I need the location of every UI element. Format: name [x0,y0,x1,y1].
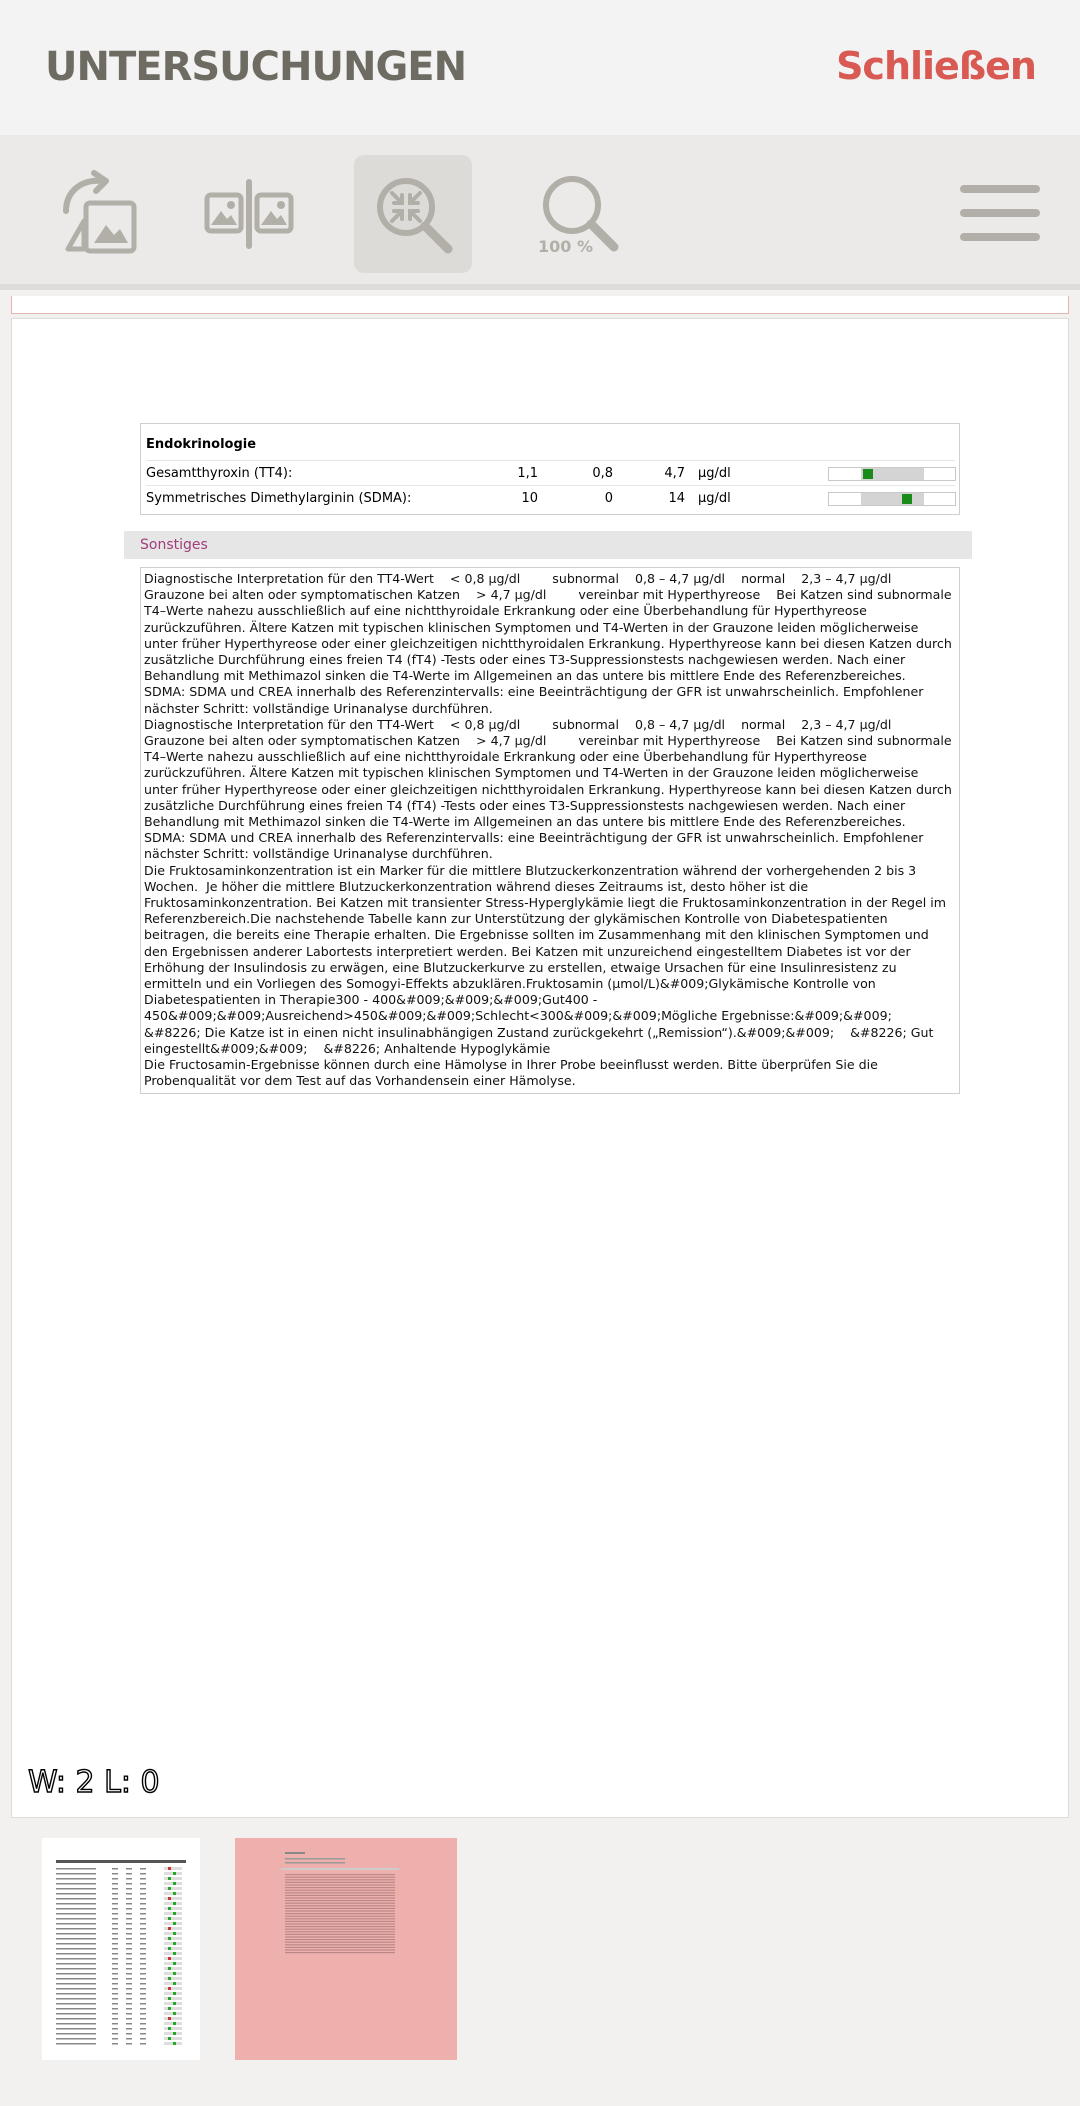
reference-low: 0 [604,491,613,506]
reference-high: 4,7 [664,466,685,481]
menu-button[interactable] [960,185,1040,241]
result-marker [902,494,912,504]
rotate-icon [54,169,144,259]
document-viewer[interactable] [11,318,1069,1818]
test-value: 1,1 [517,466,538,481]
reference-range [861,493,924,505]
header [0,0,1080,135]
bottom-bar [0,2060,1080,2106]
previous-page-edge [11,296,1069,314]
hamburger-menu-icon [960,185,1040,193]
zoom-100-button[interactable] [520,155,638,273]
reference-low: 0,8 [592,466,613,481]
close-button[interactable]: Schließen [836,44,1036,88]
page-title: UNTERSUCHUNGEN [45,44,467,90]
zoom-100-label: 100 % [538,237,593,256]
sonstiges-text: Diagnostische Interpretation für den TT4-Wert < 0,8 µg/dl subnormal 0,8 – 4,7 µg/dl normal 2,3 – 4,7 µg/dl Grauzone bei alten oder symptomatischen Katzen > 4,7 µg/dl vereinbar mit Hyperthyreose Bei Katzen sind subnormale T4–Werte nahezu ausschließlich auf eine nichtthyroidale Erkrankung oder eine Überbehandlung für Hyperthyreose zurückzuführen. Ältere Katzen mit typischen klinischen Symptomen und T4-Werten in der Grauzone leiden möglicherweise unter früher Hyperthyreose oder einer gleichzeitigen nichtthyroidalen Erkrankung. Hyperthyreose kann bei diesen Katzen durch zusätzliche Durchführung eines freien T4 (fT4) -Tests oder eines T3-Suppressionstests nachgewiesen werden. Nach einer Behandlung mit Methimazol sinken die T4-Werte im Allgemeinen an das untere bis mittlere Ende des Referenzbereiches. SDMA: SDMA und CREA innerhalb des Referenzintervalls: eine Beeinträchtigung der GFR ist unwahrscheinlich. Empfohlener nächster Schritt: vollständige Urinanalyse durchführen. Diagnostische Interpretation für den TT4-Wert < 0,8 µg/dl subnormal 0,8 – 4,7 µg/dl normal 2,3 – 4,7 µg/dl Grauzone bei alten oder symptomatischen Katzen > 4,7 µg/dl vereinbar mit Hyperthyreose Bei Katzen sind subnormale T4–Werte nahezu ausschließlich auf eine nichtthyroidale Erkrankung oder eine Überbehandlung für Hyperthyreose zurückzuführen. Ältere Katzen mit typischen klinischen Symptomen und T4-Werten in der Grauzone leiden möglicherweise unter früher Hyperthyreose oder einer gleichzeitigen nichtthyroidalen Erkrankung. Hyperthyreose kann bei diesen Katzen durch zusätzliche Durchführung eines freien T4 (fT4) -Tests oder eines T3-Suppressionstests nachgewiesen werden. Nach einer Behandlung mit Methimazol sinken die T4-Werte im Allgemeinen an das untere bis mittlere Ende des Referenzbereiches. SDMA: SDMA und CREA innerhalb des Referenzintervalls: eine Beeinträchtigung der GFR ist unwahrscheinlich. Empfohlener nächster Schritt: vollständige Urinanalyse durchführen. Die Fruktosaminkonzentration ist ein Marker für die mittlere Blutzuckerkonzentration während der vorhergehenden 2 bis 3 Wochen. Je höher die mittlere Blutzuckerkonzentration während dieses Zeitraums ist, desto höher ist die Fruktosaminkonzentration. Bei Katzen mit transienter Stress-Hyperglykämie liegt die Fruktosaminkonzentration in der Regel im Referenzbereich.Die nachstehende Tabelle kann zur Unterstützung der glykämischen Kontrolle von Diabetespatienten beitragen, die bereits eine Therapie erhalten. Die Ergebnisse sollten im Zusammenhang mit den klinischen Symptomen und den Ergebnissen anderer Labortests interpretiert werden. Bei Katzen mit unzureichend eingestelltem Diabetes ist vor der Erhöhung der Insulindosis zu erwägen, eine Blutzuckerkurve zu erstellen, etwaige Ursachen für eine Insulinresistenz zu ermitteln und ein Vorliegen des Somogyi-Effekts abzuklären.Fruktosamin (µmol/L)&#009;Glykämische Kontrolle von Diabetespatienten in Therapie300 - 400&#009;&#009;&#009;Gut400 - 450&#009;&#009;Ausreichend>450&#009;&#009;Schlecht<300&#009;&#009;Mögliche Ergebnisse:&#009;&#009; &#8226; Die Katze ist in einen nicht insulinabhängigen Zustand zurückgekehrt („Remission“).&#009;&#009; &#8226; Gut eingestellt&#009;&#009; &#8226; Anhaltende Hypoglykämie Die Fructosamin-Ergebnisse können durch eine Hämolyse in Ihrer Probe beeinflusst werden. Bitte überprüfen Sie die Probenqualität vor dem Test auf das Vorhandensein einer Hämolyse. [144,571,952,1089]
reference-high: 14 [668,491,685,506]
page-thumbnail-2[interactable] [235,1838,457,2060]
reference-range-bar [828,492,956,506]
reference-range-bar [828,467,956,481]
toolbar [0,135,1080,290]
sonstiges-heading: Sonstiges [124,531,972,559]
endocrinology-title: Endokrinologie [146,437,257,452]
rotate-button[interactable] [40,155,158,273]
endocrinology-section [140,423,960,515]
test-name: Gesamtthyroxin (TT4): [146,466,293,481]
zoom-fit-icon [368,169,458,259]
result-marker [863,469,873,479]
test-name: Symmetrisches Dimethylarginin (SDMA): [146,491,412,506]
lab-result-row [146,485,955,510]
test-value: 10 [521,491,538,506]
thumbnail-preview [42,1838,200,2060]
lab-result-row [146,460,955,485]
thumbnail-preview [235,1838,457,2060]
test-unit: µg/dl [698,466,731,481]
test-unit: µg/dl [698,491,731,506]
zoom-fit-button[interactable] [354,155,472,273]
compare-images-icon [199,169,299,259]
page-thumbnail-1[interactable] [42,1838,200,2060]
window-level-readout: W: 2 L: 0 [28,1765,160,1800]
compare-button[interactable] [190,155,308,273]
sonstiges-section [140,567,960,1094]
report-page [128,423,960,1094]
